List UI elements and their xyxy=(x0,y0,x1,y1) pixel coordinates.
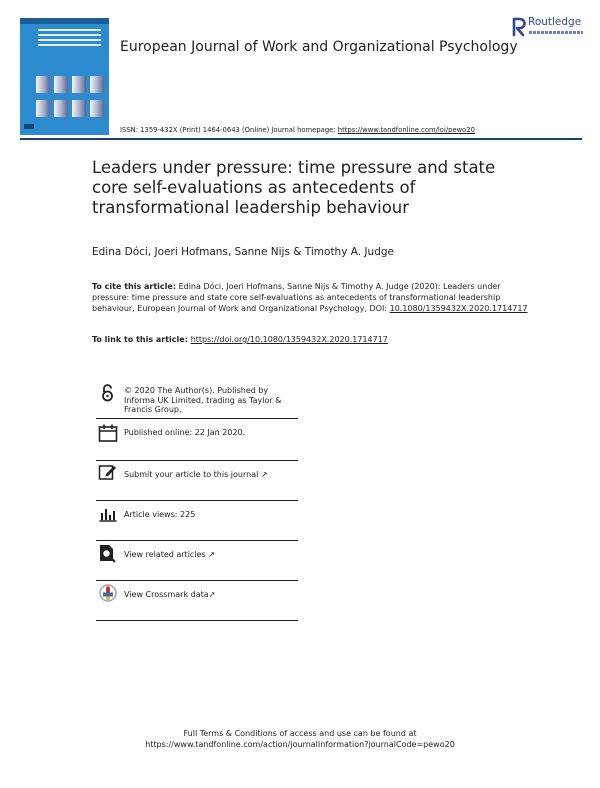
crossmark-text: View Crossmark data xyxy=(124,590,209,599)
journal-cover-image xyxy=(20,18,109,135)
license-text: © 2020 The Author(s). Published by Informa UK Limited, trading as Taylor & Francis Group. xyxy=(124,386,282,414)
crossmark-icon xyxy=(98,583,118,603)
row-divider xyxy=(96,500,298,501)
published-date: Published online: 22 Jan 2020. xyxy=(124,428,246,437)
open-access-icon xyxy=(98,383,118,403)
article-title: Leaders under pressure: time pressure and state core self-evaluations as antecedents of transformational leadership behaviour xyxy=(92,158,496,217)
footer-terms-link[interactable]: https://www.tandfonline.com/action/journalInformation?journalCode=pewo20 xyxy=(145,740,455,749)
calendar-icon xyxy=(98,423,118,443)
row-divider xyxy=(96,460,298,461)
row-divider xyxy=(96,580,298,581)
article-link-line xyxy=(92,335,388,344)
footer-terms xyxy=(0,728,600,750)
journal-homepage-link[interactable]: https://www.tandfonline.com/loi/pewo20 xyxy=(337,126,475,134)
row-divider xyxy=(96,620,298,621)
crossmark-link[interactable] xyxy=(124,590,300,600)
bar-chart-icon xyxy=(98,504,118,524)
issn-line xyxy=(120,126,475,134)
article-views: Article views: 225 xyxy=(124,510,196,519)
external-link-icon: ↗ xyxy=(208,590,216,599)
citation-block xyxy=(92,281,532,314)
external-link-icon: ↗ xyxy=(208,550,215,559)
citation-label: To cite this article: xyxy=(92,282,177,291)
footer-terms-text: Full Terms & Conditions of access and use can be found at xyxy=(183,729,417,738)
article-link-label: To link to this article: xyxy=(92,335,191,344)
related-articles-icon xyxy=(98,543,118,563)
citation-doi-link[interactable]: 10.1080/1359432X.2020.1714717 xyxy=(389,304,528,313)
publisher-tagline-graphic xyxy=(529,31,583,34)
submit-article-text: Submit your article to this journal xyxy=(124,470,261,479)
issn-text: ISSN: 1359-432X (Print) 1464-0643 (Online) Journal homepage: xyxy=(120,126,338,134)
citation-text: Edina Dóci, Joeri Hofmans, Sanne Nijs & Timothy A. Judge (2020): Leaders under pressure: time pressure and state core self-evaluations as antecedents of transformational leadership behaviour, European Journal of Work and Organizational Psychology, DOI: xyxy=(92,282,501,313)
related-articles-link[interactable] xyxy=(124,550,300,560)
article-authors: Edina Dóci, Joeri Hofmans, Sanne Nijs & Timothy A. Judge xyxy=(92,246,394,258)
header-divider xyxy=(20,138,582,140)
external-link-icon: ↗ xyxy=(260,470,268,479)
publisher-name: Routledge xyxy=(528,16,582,28)
routledge-logo-icon xyxy=(512,17,526,37)
article-doi-url-link[interactable]: https://doi.org/10.1080/1359432X.2020.1714717 xyxy=(190,335,388,344)
edit-icon xyxy=(98,463,118,483)
row-divider xyxy=(96,540,298,541)
related-articles-text: View related articles xyxy=(124,550,209,559)
row-divider xyxy=(96,418,298,419)
submit-article-link[interactable] xyxy=(124,470,300,480)
journal-title: European Journal of Work and Organizational Psychology xyxy=(120,39,518,55)
